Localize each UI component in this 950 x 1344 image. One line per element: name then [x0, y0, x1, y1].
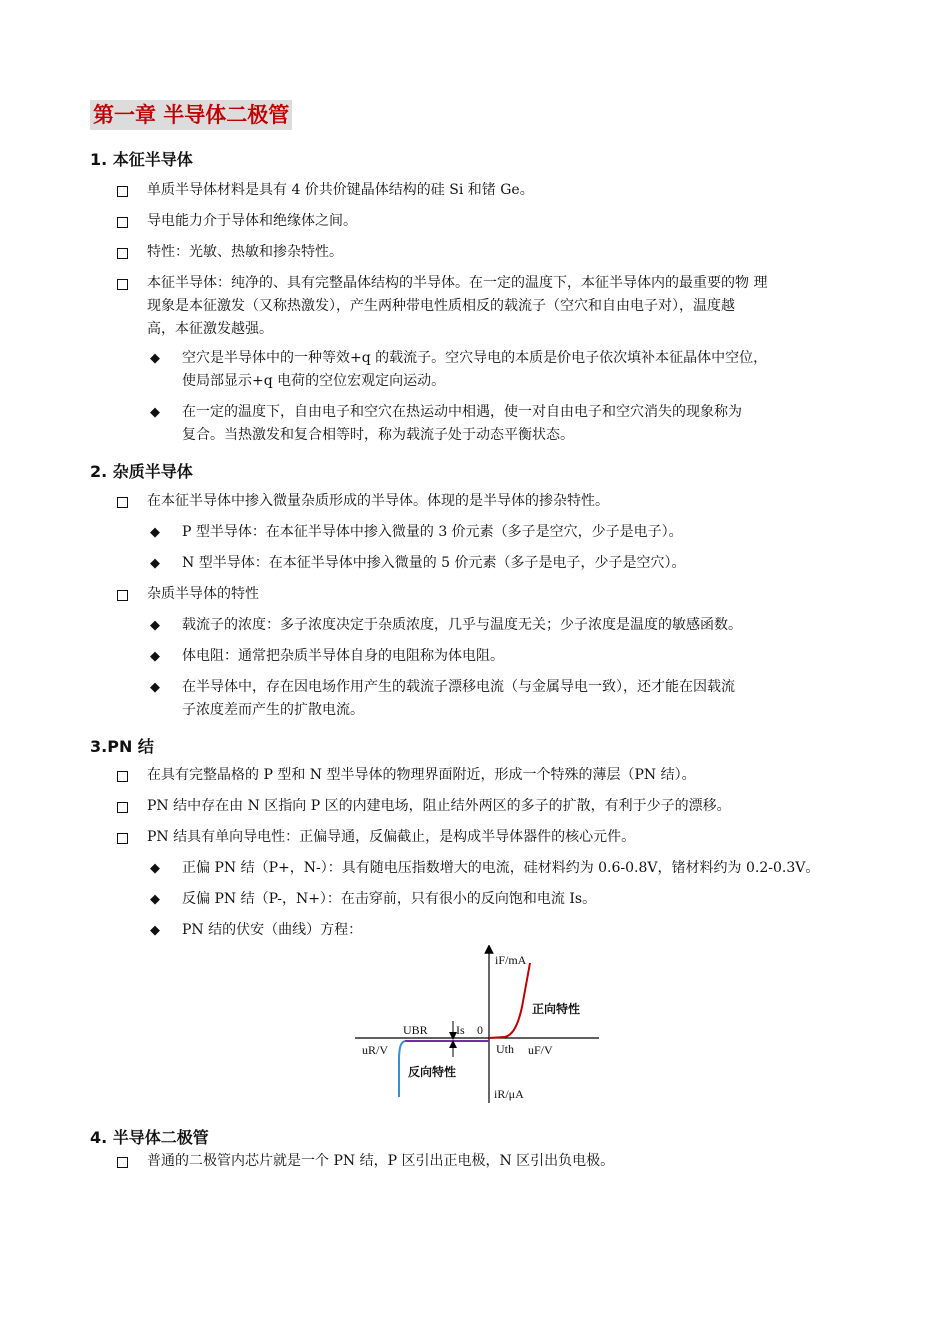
body-text: 载流子的浓度：多子浓度决定于杂质浓度，几乎与温度无关；少子浓度是温度的敏感函数。 — [182, 617, 742, 633]
checkbox-bullet-icon — [117, 248, 128, 259]
body-text: 特性：光敏、热敏和掺杂特性。 — [147, 244, 343, 260]
uth-label: Uth — [496, 1042, 514, 1056]
diamond-bullet-icon: ◆ — [150, 405, 160, 420]
section-1-title: 1. 本征半导体 — [90, 150, 193, 169]
checkbox-bullet-icon — [117, 771, 128, 782]
diamond-bullet-icon: ◆ — [150, 556, 160, 571]
body-text: N 型半导体：在本征半导体中掺入微量的 5 价元素（多子是电子，少子是空穴）。 — [182, 555, 686, 571]
diamond-bullet-icon: ◆ — [150, 351, 160, 366]
section-2-title: 2. 杂质半导体 — [90, 462, 193, 481]
ubr-label: UBR — [403, 1023, 428, 1037]
breakdown-curve — [399, 1041, 405, 1097]
checkbox-bullet-icon — [117, 590, 128, 601]
body-text: PN 结中存在由 N 区指向 P 区的内建电场，阻止结外两区的多子的扩散，有利于少子的漂移。 — [147, 798, 731, 814]
checkbox-bullet-icon — [117, 217, 128, 228]
section-4-title: 4. 半导体二极管 — [90, 1128, 209, 1147]
body-text: PN 结具有单向导电性：正偏导通，反偏截止，是构成半导体器件的核心元件。 — [147, 829, 636, 845]
checkbox-bullet-icon — [117, 279, 128, 290]
checkbox-bullet-icon — [117, 186, 128, 197]
body-text: 使局部显示+q 电荷的空位宏观定向运动。 — [182, 373, 446, 389]
body-text: 在具有完整晶格的 P 型和 N 型半导体的物理界面附近，形成一个特殊的薄层（PN 结）。 — [147, 767, 696, 783]
checkbox-bullet-icon — [117, 1157, 128, 1168]
body-text: 复合。当热激发和复合相等时，称为载流子处于动态平衡状态。 — [182, 427, 574, 443]
x-right-label: uF/V — [528, 1043, 553, 1057]
chapter-title: 第一章 半导体二极管 — [90, 100, 292, 130]
body-text: 在半导体中，存在因电场作用产生的载流子漂移电流（与金属导电一致），还才能在因载流 — [182, 679, 735, 695]
diamond-bullet-icon: ◆ — [150, 525, 160, 540]
body-text: 高，本征激发越强。 — [147, 321, 273, 337]
body-text: 空穴是半导体中的一种等效+q 的载流子。空穴导电的本质是价电子依次填补本征晶体中空位， — [182, 350, 768, 366]
checkbox-bullet-icon — [117, 802, 128, 813]
diamond-bullet-icon: ◆ — [150, 649, 160, 664]
body-text: 本征半导体：纯净的、具有完整晶体结构的半导体。在一定的温度下，本征半导体内的最重要的物 理 — [147, 275, 768, 291]
body-text: 单质半导体材料是具有 4 价共价键晶体结构的硅 Si 和锗 Ge。 — [147, 182, 534, 198]
forward-curve — [489, 963, 530, 1038]
pn-iv-diagram — [355, 945, 605, 1105]
diamond-bullet-icon: ◆ — [150, 923, 160, 938]
body-text: 体电阻：通常把杂质半导体自身的电阻称为体电阻。 — [182, 648, 504, 664]
body-text: 在一定的温度下，自由电子和空穴在热运动中相遇，使一对自由电子和空穴消失的现象称为 — [182, 404, 742, 420]
x-left-label: uR/V — [362, 1043, 389, 1057]
section-3-title: 3.PN 结 — [90, 737, 154, 756]
checkbox-bullet-icon — [117, 833, 128, 844]
forward-label: 正向特性 — [532, 1002, 581, 1016]
body-text: 子浓度差而产生的扩散电流。 — [182, 702, 364, 718]
body-text: 导电能力介于导体和绝缘体之间。 — [147, 213, 357, 229]
body-text: 普通的二极管内芯片就是一个 PN 结，P 区引出正电极，N 区引出负电极。 — [147, 1153, 615, 1169]
body-text: P 型半导体：在本征半导体中掺入微量的 3 价元素（多子是空穴，少子是电子）。 — [182, 524, 683, 540]
body-text: 现象是本征激发（又称热激发），产生两种带电性质相反的载流子（空穴和自由电子对），温度越 — [147, 298, 735, 314]
is-label: Is — [456, 1023, 465, 1037]
y-top-label: iF/mA — [495, 953, 527, 967]
y-bottom-label: iR/μA — [494, 1087, 524, 1101]
checkbox-bullet-icon — [117, 497, 128, 508]
diamond-bullet-icon: ◆ — [150, 680, 160, 695]
origin-label: 0 — [477, 1023, 483, 1037]
diamond-bullet-icon: ◆ — [150, 861, 160, 876]
reverse-label: 反向特性 — [408, 1065, 457, 1079]
body-text: 反偏 PN 结（P-，N+）：在击穿前，只有很小的反向饱和电流 Is。 — [182, 891, 597, 907]
diamond-bullet-icon: ◆ — [150, 618, 160, 633]
body-text: PN 结的伏安（曲线）方程： — [182, 922, 363, 938]
body-text: 杂质半导体的特性 — [147, 586, 259, 602]
body-text: 正偏 PN 结（P+，N-）：具有随电压指数增大的电流，硅材料约为 0.6-0.8V，锗材料约为 0.2-0.3V。 — [182, 860, 820, 876]
body-text: 在本征半导体中掺入微量杂质形成的半导体。体现的是半导体的掺杂特性。 — [147, 493, 609, 509]
diamond-bullet-icon: ◆ — [150, 892, 160, 907]
